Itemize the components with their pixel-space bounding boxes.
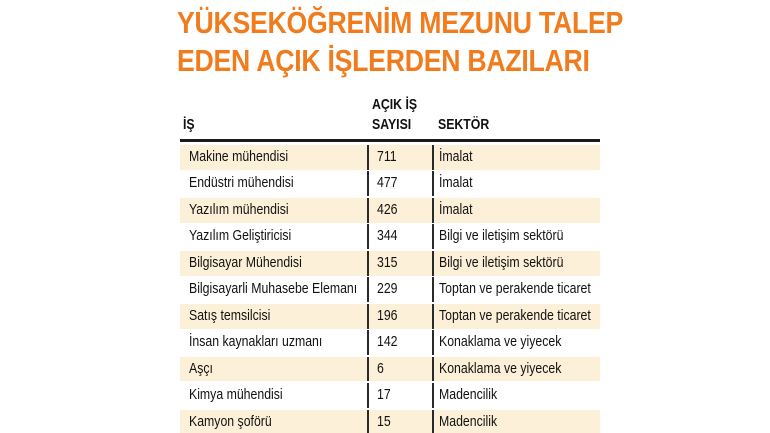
job-cell: Bilgisayarli Muhasebe Elemanı — [189, 280, 358, 298]
sector-cell: Toptan ve perakende ticaret — [439, 280, 591, 298]
column-divider — [432, 171, 434, 196]
table-row — [180, 330, 600, 355]
job-cell: Yazılım mühendisi — [189, 200, 289, 218]
job-cell: Endüstri mühendisi — [189, 174, 294, 192]
table-row — [180, 277, 600, 302]
table-row — [180, 251, 600, 276]
count-cell: 315 — [377, 253, 398, 271]
column-divider — [432, 410, 434, 433]
count-cell: 344 — [377, 227, 398, 245]
job-cell: Makine mühendisi — [189, 148, 289, 165]
column-divider — [367, 251, 369, 276]
count-cell: 196 — [377, 306, 398, 324]
header-divider — [180, 139, 600, 142]
sector-cell: İmalat — [439, 174, 473, 192]
table-row — [180, 198, 600, 223]
sector-cell: Madencilik — [439, 412, 498, 430]
column-divider — [367, 277, 369, 302]
sector-cell: Bilgi ve iletişim sektörü — [439, 253, 564, 271]
count-cell: 15 — [377, 412, 391, 430]
job-cell: Bilgisayar Mühendisi — [189, 253, 302, 271]
column-divider — [367, 410, 369, 433]
column-header-count-line1: AÇIK İŞ — [372, 96, 418, 113]
job-cell: Kamyon şoförü — [189, 412, 272, 430]
sector-cell: Konaklama ve yiyecek — [439, 333, 562, 351]
jobs-table — [180, 145, 600, 433]
page-title — [177, 4, 623, 80]
column-divider — [367, 383, 369, 408]
column-header-sector: SEKTÖR — [438, 116, 490, 133]
count-cell: 142 — [377, 333, 398, 351]
table-row — [180, 171, 600, 196]
column-header-count-line2: SAYISI — [372, 116, 412, 133]
sector-cell: İmalat — [439, 148, 473, 165]
column-divider — [432, 251, 434, 276]
sector-cell: Toptan ve perakende ticaret — [439, 306, 591, 324]
column-divider — [432, 198, 434, 223]
column-divider — [432, 224, 434, 249]
column-divider — [432, 304, 434, 329]
sector-cell: Bilgi ve iletişim sektörü — [439, 227, 564, 245]
sector-cell: İmalat — [439, 200, 473, 218]
job-cell: Aşçı — [189, 359, 213, 377]
table-row — [180, 357, 600, 382]
job-cell: Satış temsilcisi — [189, 306, 271, 324]
table-row — [180, 224, 600, 249]
table-row — [180, 145, 600, 170]
column-divider — [367, 145, 369, 170]
count-cell: 17 — [377, 386, 391, 404]
table-row — [180, 304, 600, 329]
column-divider — [367, 224, 369, 249]
job-cell: Yazılım Geliştiricisi — [189, 227, 292, 245]
sector-cell: Konaklama ve yiyecek — [439, 359, 562, 377]
column-divider — [367, 304, 369, 329]
title-line-1: YÜKSEKÖĞRENİM MEZUNU TALEP — [177, 5, 624, 40]
count-cell: 6 — [377, 359, 384, 377]
column-divider — [432, 277, 434, 302]
job-cell: İnsan kaynakları uzmanı — [189, 333, 323, 351]
column-divider — [367, 357, 369, 382]
count-cell: 711 — [377, 148, 397, 165]
column-divider — [367, 330, 369, 355]
title-line-2: EDEN AÇIK İŞLERDEN BAZILARI — [177, 43, 590, 78]
count-cell: 229 — [377, 280, 398, 298]
column-divider — [367, 198, 369, 223]
column-divider — [432, 145, 434, 170]
count-cell: 477 — [377, 174, 398, 192]
count-cell: 426 — [377, 200, 398, 218]
sector-cell: Madencilik — [439, 386, 498, 404]
column-divider — [432, 330, 434, 355]
column-header-job: İŞ — [183, 116, 195, 133]
job-cell: Kimya mühendisi — [189, 386, 283, 404]
table-row — [180, 383, 600, 408]
column-divider — [432, 357, 434, 382]
column-divider — [432, 383, 434, 408]
column-divider — [367, 171, 369, 196]
table-row — [180, 410, 600, 433]
